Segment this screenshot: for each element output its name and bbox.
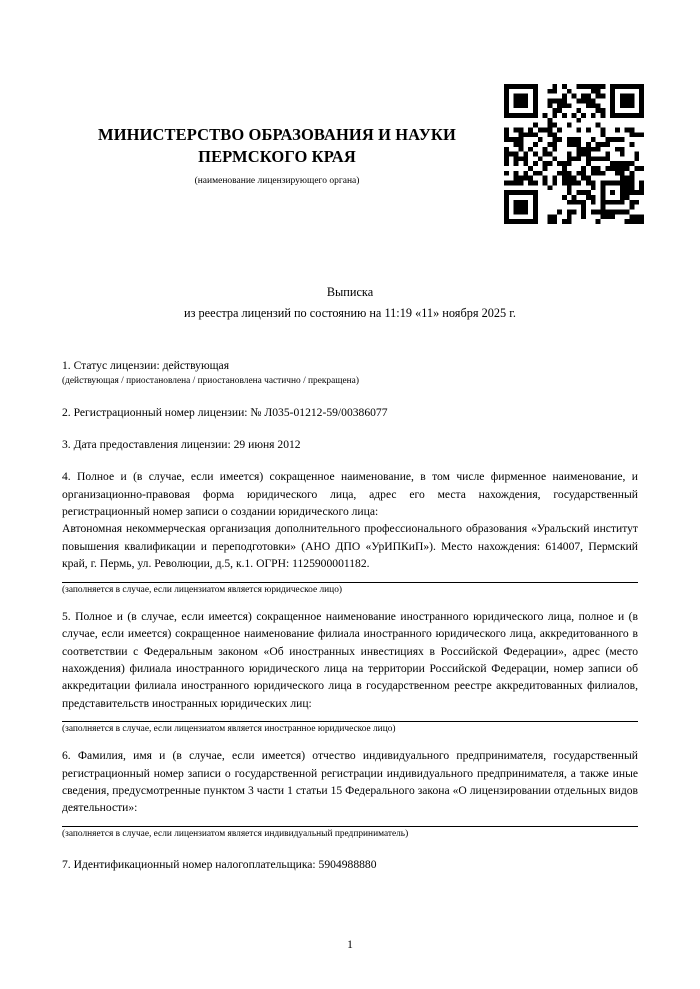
extract-title: Выписка: [326, 284, 374, 299]
clause-status-note: (действующая / приостановлена / приостановлена частично / прекращена): [62, 376, 359, 387]
clause-status-text: 1. Статус лицензии: действующая: [62, 359, 230, 373]
clause-inn-text: 7. Идентификационный номер налогоплательщика: 5904988880: [62, 857, 377, 871]
clause-individual-entrepreneur-text: 6. Фамилия, имя и (в случае, если имеется) отчество индивидуального предпринимателя, государственный регистрационный номер записи о государственной регистрации индивидуального предпринимателя, а также иные сведения, предусмотренные пунктом 3 части 1 статьи 15 Федерального закона «О лицензировании отдельных видов деятельности»:: [62, 749, 638, 815]
page-number: 1: [347, 939, 353, 951]
document-header: [62, 124, 492, 187]
ministry-title-caption: (наименование лицензирующего органа): [194, 175, 360, 186]
ministry-title-line-2: ПЕРМСКОГО КРАЯ: [198, 147, 356, 167]
clause-legal-entity: [62, 468, 638, 596]
clause-foreign-entity-note: (заполняется в случае, если лицензиатом является иностранное юридическое лицо): [62, 724, 396, 735]
clause-status: [62, 357, 638, 389]
clause-legal-entity-text: 4. Полное и (в случае, если имеется) сокращенное наименование, в том числе фирменное наименование, и организационно-правовая форма юридического лица, адрес его места нахождения, государственный регистрационный номер записи о создании юридического лица:: [62, 470, 638, 519]
clause-registration-number: [62, 404, 638, 421]
clause-inn: [62, 856, 638, 873]
clause-issue-date: [62, 436, 638, 453]
clause-individual-entrepreneur: [62, 747, 638, 841]
extract-heading: [62, 283, 638, 323]
ministry-title-line-1: МИНИСТЕРСТВО ОБРАЗОВАНИЯ И НАУКИ: [98, 125, 456, 144]
qr-code-canvas: [504, 84, 644, 224]
clause-legal-entity-note: (заполняется в случае, если лицензиатом является юридическое лицо): [62, 584, 343, 595]
clause-foreign-entity: [62, 608, 638, 736]
clause-foreign-entity-text: 5. Полное и (в случае, если имеется) сокращенное наименование иностранного юридического лица, полное и (в случае, если имеется) сокращенное наименование филиала иностранного юридического лица, аккредитованного в соответствии с Федеральным законом «Об иностранных инвестициях в Российской Федерации», адрес (место нахождения) филиала иностранного юридического лица на территории Российской Федерации, номер записи об аккредитации филиала иностранного юридического лица в государственном реестре аккредитованных филиалов, представительств иностранных юридических лиц:: [62, 609, 638, 710]
clause-individual-entrepreneur-note: (заполняется в случае, если лицензиатом является индивидуальный предприниматель): [62, 828, 409, 839]
qr-code: [504, 84, 644, 224]
clause-legal-entity-value: Автономная некоммерческая организация дополнительного профессионального образования «Уральский институт повышения квалификации и переподготовки» (АНО ДПО «УрИПКиП»). Место нахождения: 614007, Пермский край, г. Пермь, ул. Революции, д.5, к.1. ОГРН: 1125900001182.: [62, 522, 638, 571]
clause-issue-date-text: 3. Дата предоставления лицензии: 29 июня 2012: [62, 437, 301, 451]
clause-list: [62, 357, 638, 873]
extract-subtitle: из реестра лицензий по состоянию на 11:19 «11» ноября 2025 г.: [184, 305, 516, 320]
clause-registration-number-text: 2. Регистрационный номер лицензии: № Л035-01212-59/00386077: [62, 405, 388, 419]
